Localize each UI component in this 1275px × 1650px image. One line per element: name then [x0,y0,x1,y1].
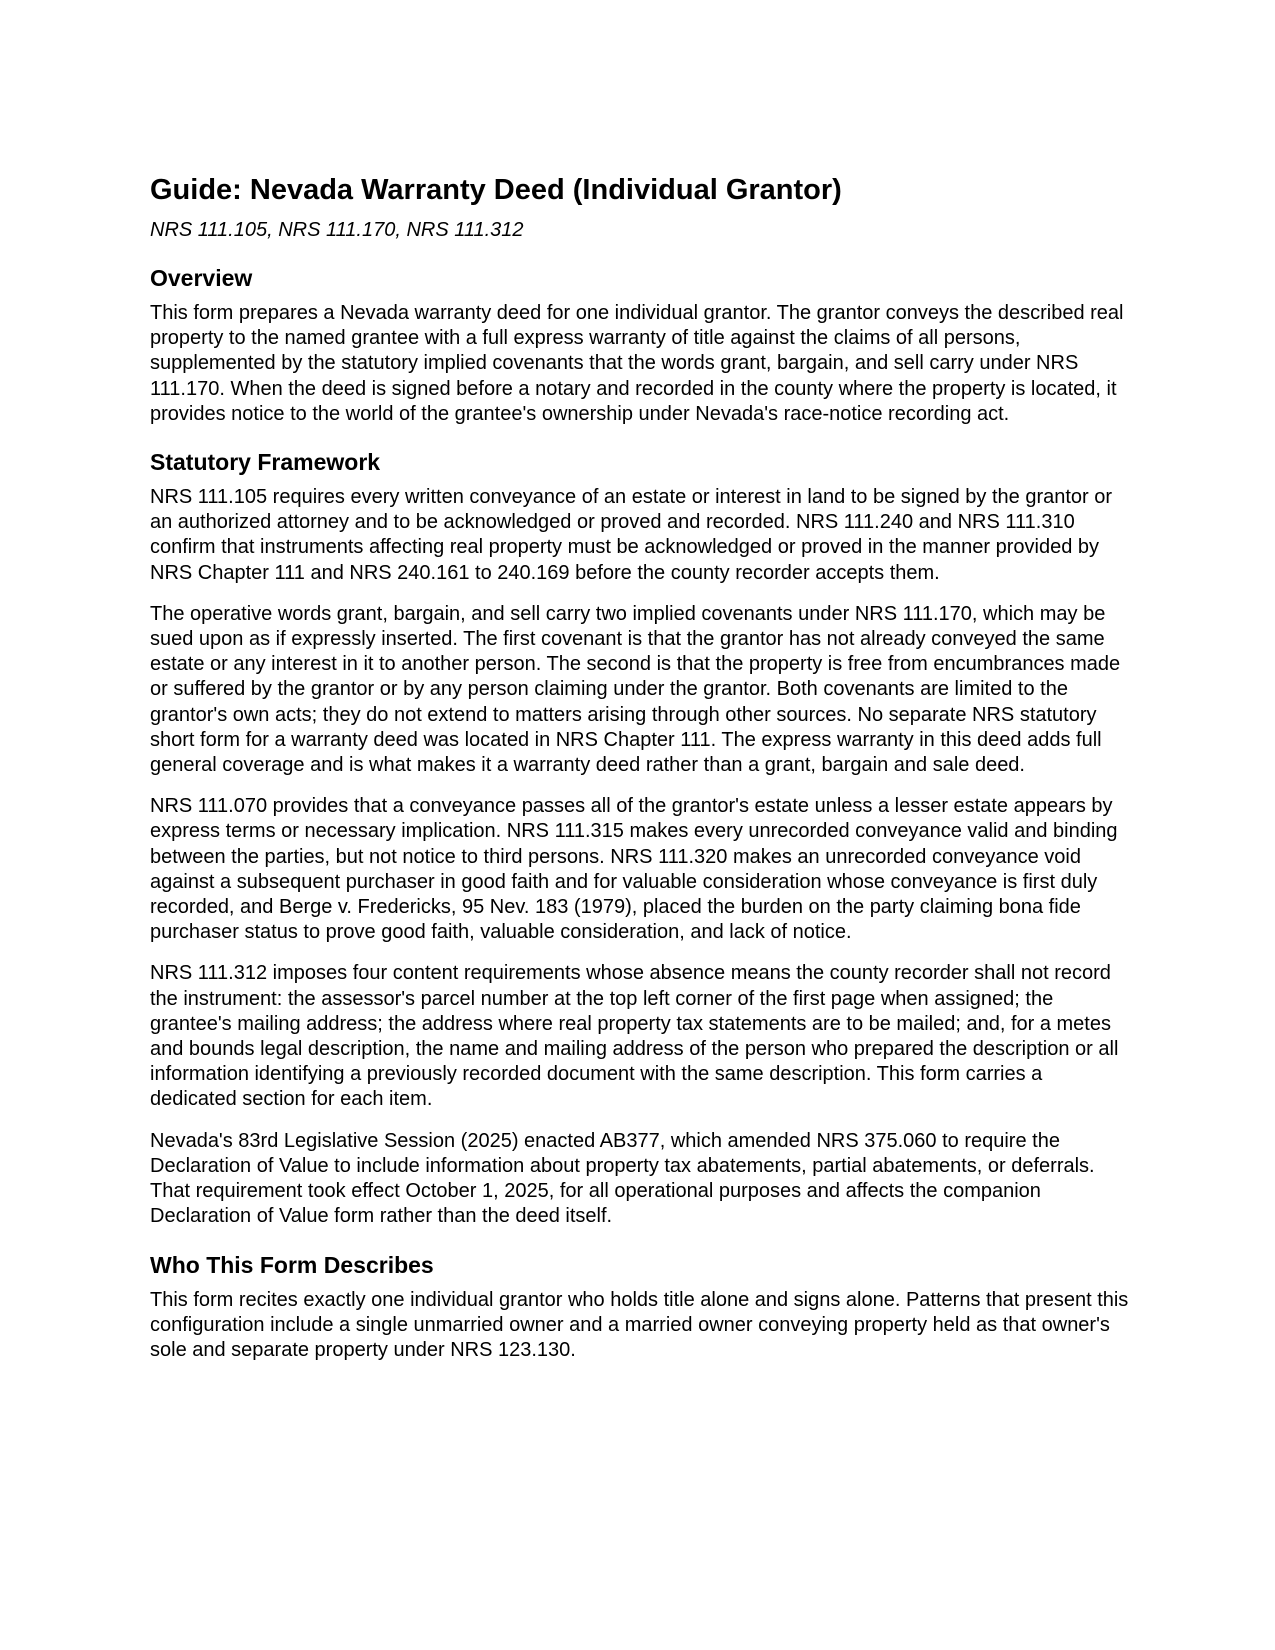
paragraph: This form prepares a Nevada warranty deed for one individual grantor. The grantor conveys the described real property to the named grantee with a full express warranty of title against the claims of all persons, supplemented by the statutory implied covenants that the words grant, bargain, and sell carry under NRS 111.170. When the deed is signed before a notary and recorded in the county where the property is located, it provides notice to the world of the grantee's ownership under Nevada's race-notice recording act. [150,302,1124,425]
paragraph: NRS 111.312 imposes four content requirements whose absence means the county recorder shall not record the instrument: the assessor's parcel number at the top left corner of the first page when assigned; the grantee's mailing address; the address where real property tax statements are to be mailed; and, for a metes and bounds legal description, the name and mailing address of the person who prepared the description or all information identifying a previously recorded document with the same description. This form carries a dedicated section for each item. [150,962,1119,1111]
paragraph: Nevada's 83rd Legislative Session (2025) enacted AB377, which amended NRS 375.060 to require the Declaration of Value to include information about property tax abatements, partial abatements, or deferrals. That requirement took effect October 1, 2025, for all operational purposes and affects the companion Declaration of Value form rather than the deed itself. [150,1129,1095,1228]
section-heading: Statutory Framework [150,449,381,476]
paragraph: The operative words grant, bargain, and sell carry two implied covenants under NRS 111.170, which may be sued upon as if expressly inserted. The first covenant is that the grantor has not already conveyed the same estate or any interest in it to another person. The second is that the property is free from encumbrances made or suffered by the grantor or by any person claiming under the grantor. Both covenants are limited to the grantor's own acts; they do not extend to matters arising through other sources. No separate NRS statutory short form for a warranty deed was located in NRS Chapter 111. The express warranty in this deed adds full general coverage and is what makes it a warranty deed rather than a grant, bargain and sale deed. [150,602,1121,777]
section-overview [150,264,1130,427]
paragraph: This form recites exactly one individual grantor who holds title alone and signs alone. Patterns that present this configuration include a single unmarried owner and a married owner conveying property held as that owner's sole and separate property under NRS 123.130. [150,1288,1129,1361]
section-heading: Overview [150,265,253,291]
paragraph: NRS 111.105 requires every written conveyance of an estate or interest in land to be signed by the grantor or an authorized attorney and to be acknowledged or proved and recorded. NRS 111.240 and NRS 111.310 confirm that instruments affecting real property must be acknowledged or proved in the manner provided by NRS Chapter 111 and NRS 240.161 to 240.169 before the county recorder accepts them. [150,486,1113,584]
document-title: Guide: Nevada Warranty Deed (Individual Grantor) [150,174,842,206]
paragraph: NRS 111.070 provides that a conveyance passes all of the grantor's estate unless a lesser estate appears by express terms or necessary implication. NRS 111.315 makes every unrecorded conveyance valid and binding between the parties, but not notice to third persons. NRS 111.320 makes an unrecorded conveyance void against a subsequent purchaser in good faith and for valuable consideration whose conveyance is first duly recorded, and Berge v. Fredericks, 95 Nev. 183 (1979), placed the burden on the party claiming bona fide purchaser status to prove good faith, valuable consideration, and lack of notice. [150,795,1118,944]
statute-citations: NRS 111.105, NRS 111.170, NRS 111.312 [150,219,524,241]
section-who-this-form-describes [150,1251,1130,1364]
section-heading: Who This Form Describes [150,1251,434,1278]
section-statutory-framework [150,448,1130,1229]
document-page [150,172,1130,1363]
